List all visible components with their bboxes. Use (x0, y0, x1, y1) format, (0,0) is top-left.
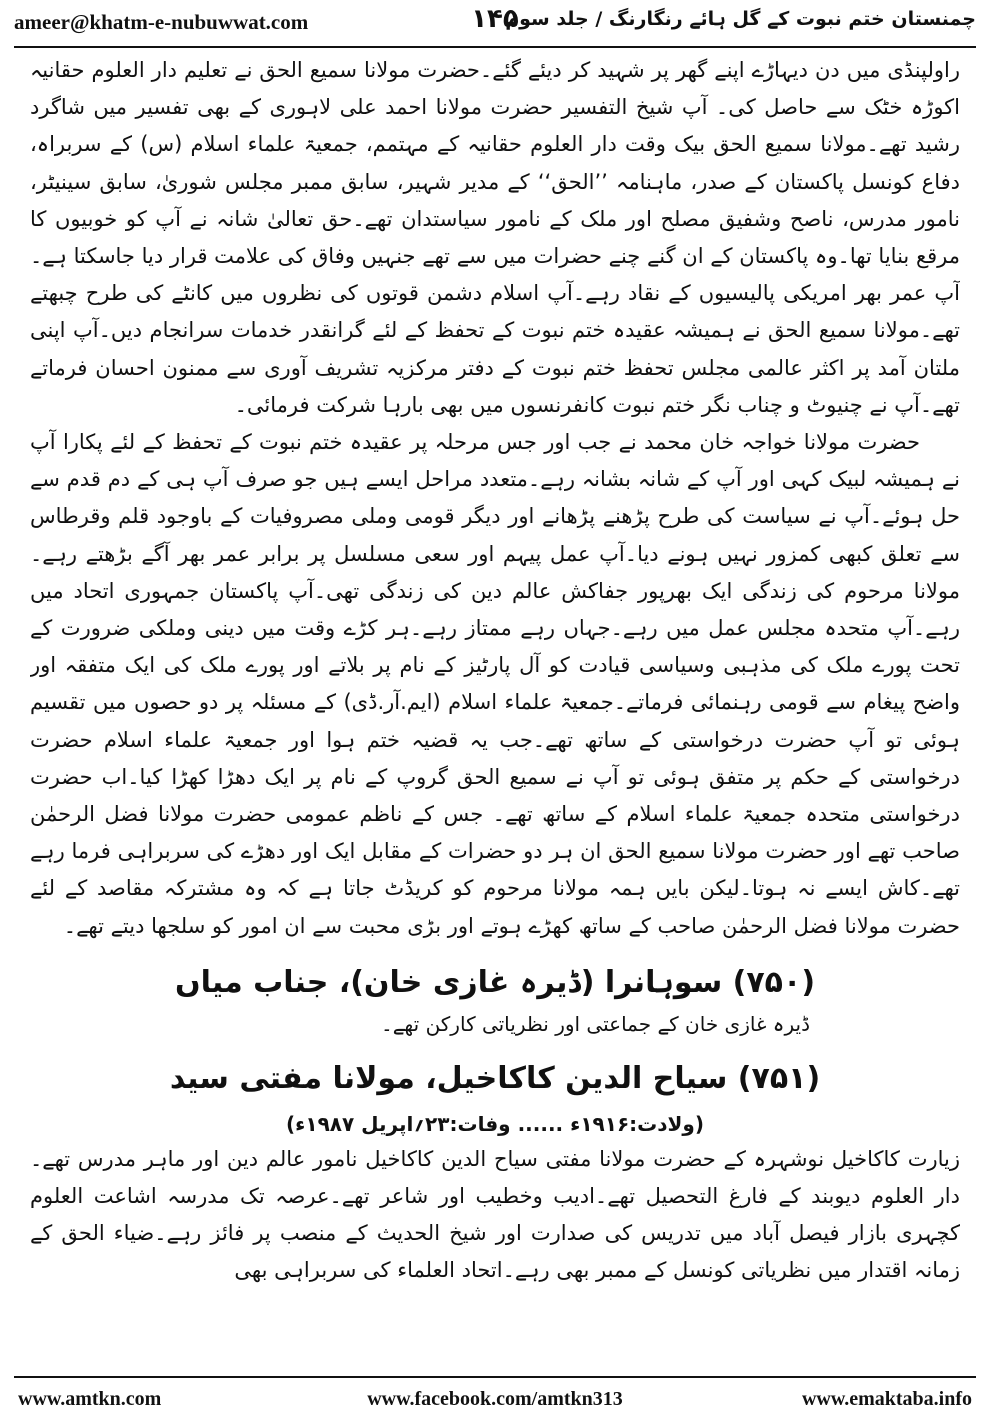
book-title: چمنستان ختم نبوت کے گل ہائے رنگارنگ / جلد سوم (505, 8, 976, 30)
entry-751-body: زیارت کاکاخیل نوشہرہ کے حضرت مولانا مفتی سیاح الدین کاکاخیل نامور عالم دین اور ماہر مدرس تھے۔دار العلوم دیوبند کے فارغ التحصیل تھے۔ادیب وخطیب اور شاعر تھے۔عرصہ تک مدرسہ اشاعت العلوم کچہری بازار فیصل آباد میں تدریس کی صدارت اور شیخ الحدیث کے منصب پر فائز رہے۔ضیاء الحق کے زمانہ اقتدار میں نظریاتی کونسل کے ممبر بھی رہے۔اتحاد العلماء کی سربراہی بھی (30, 1146, 960, 1283)
footer-divider (14, 1376, 976, 1378)
header-divider (14, 46, 976, 48)
entry-751-title: (۷۵۱) سیاح الدین کاکاخیل، مولانا مفتی سید (169, 1060, 821, 1096)
header-email: ameer@khatm-e-nubuwwat.com (14, 10, 309, 34)
footer-link-facebook[interactable]: www.facebook.com/amtkn313 (367, 1388, 623, 1410)
paragraph-1: راولپنڈی میں دن دیہاڑے اپنے گھر پر شہید کر دیئے گئے۔حضرت مولانا سمیع الحق نے تعلیم دار العلوم حقانیہ اکوڑہ خٹک سے حاصل کی۔ آپ شیخ التفسیر حضرت مولانا احمد علی لاہوری کے بھی تفسیر میں شاگرد رشید تھے۔مولانا سمیع الحق بیک وقت دار العلوم حقانیہ کے مہتمم، جمعیۃ علماء اسلام (س) کے سربراہ، دفاع کونسل پاکستان کے صدر، ماہنامہ ’’الحق‘‘ کے مدیر شہیر، سابق ممبر مجلس شوریٰ، سابق سینیٹر، نامور مدرس، ناصح وشفیق مصلح اور ملک کے نامور سیاستدان تھے۔حق تعالیٰ شانہ نے آپ کو خوبیوں کا مرقع بنایا تھا۔وہ پاکستان کے ان گنے چنے حضرات میں سے تھے جنہیں وفاق کی علامت قرار دیا جاسکتا ہے۔آپ عمر بھر امریکی پالیسیوں کے نقاد رہے۔آپ اسلام دشمن قوتوں کی نظروں میں کانٹے کی طرح چبھتے تھے۔مولانا سمیع الحق نے ہمیشہ عقیدہ ختم نبوت کے تحفظ کے لئے گرانقدر خدمات سرانجام دیں۔آپ اپنی ملتان آمد پر اکثر عالمی مجلس تحفظ ختم نبوت کے دفتر مرکزیہ تشریف آوری سے ممنون احسان فرماتے تھے۔آپ نے چنیوٹ و چناب نگر ختم نبوت کانفرنسوں میں بھی بارہا شرکت فرمائی۔ (30, 58, 960, 417)
paragraph-2: حضرت مولانا خواجہ خان محمد نے جب اور جس مرحلہ پر عقیدہ ختم نبوت کے تحفظ کے لئے پکارا آپ نے ہمیشہ لبیک کہی اور آپ کے شانہ بشانہ رہے۔متعدد مراحل ایسے ہیں جو صرف آپ ہی کے دم قدم سے حل ہوئے۔آپ نے سیاست کی طرح پڑھنے پڑھانے اور دیگر قومی وملی مصروفیات کے باوجود قلم وقرطاس سے تعلق کبھی کمزور نہیں ہونے دیا۔آپ عمل پیہم اور سعی مسلسل پر برابر عمر بھر آگے بڑھتے رہے۔مولانا مرحوم کی زندگی ایک بھرپور جفاکش عالم دین کی زندگی تھی۔آپ پاکستان جمہوری اتحاد میں رہے۔آپ متحدہ مجلس عمل میں رہے۔جہاں رہے ممتاز رہے۔ہر کڑے وقت میں دینی وملکی ضرورت کے تحت پورے ملک کی مذہبی وسیاسی قیادت کو آل پارٹیز کے نام پر بلاتے اور پورے ملک کی ایک متفقہ اور واضح پیغام سے قومی رہنمائی فرماتے۔جمعیۃ علماء اسلام (ایم.آر.ڈی) کے مسئلہ پر دو حصوں میں تقسیم ہوئی تو آپ حضرت درخواستی کے ساتھ تھے۔جب یہ قضیہ ختم ہوا اور جمعیۃ علماء اسلام حضرت درخواستی کے حکم پر متفق ہوئی تو آپ نے سمیع الحق گروپ کے نام پر ایک دھڑا کھڑا کیا۔اب حضرت درخواستی متحدہ جمعیۃ علماء اسلام کے ساتھ تھے۔ جس کے ناظم عمومی حضرت مولانا فضل الرحمٰن صاحب تھے اور حضرت مولانا سمیع الحق ان ہر دو حضرات کے مقابل ایک اور دھڑے کی سربراہی فرما رہے تھے۔کاش ایسے نہ ہوتا۔لیکن بایں ہمہ مولانا مرحوم کو کریڈٹ جاتا ہے کہ وہ مشترکہ مقاصد کے لئے حضرت مولانا فضل الرحمٰن صاحب کے ساتھ کھڑے ہوتے اور بڑی محبت سے ان امور کو سلجھا دیتے تھے۔ (30, 430, 960, 938)
entry-750-description: ڈیرہ غازی خان کے جماعتی اور نظریاتی کارکن تھے۔ (380, 1011, 810, 1036)
footer-link-emaktaba[interactable]: www.emaktaba.info (801, 1388, 972, 1410)
page-number: ۱۴۵ (471, 4, 519, 34)
entry-751-dates: (ولادت:۱۹۱۶ء ...... وفات:۲۳؍اپریل ۱۹۸۷ء) (285, 1111, 704, 1136)
entry-750-title: (۷۵۰) سوہانرا (ڈیرہ غازی خان)، جناب میاں (174, 964, 816, 1000)
page-header (0, 0, 990, 46)
page-footer (0, 1382, 990, 1420)
page-content (30, 52, 960, 1370)
footer-link-amtkn[interactable]: www.amtkn.com (18, 1388, 162, 1410)
